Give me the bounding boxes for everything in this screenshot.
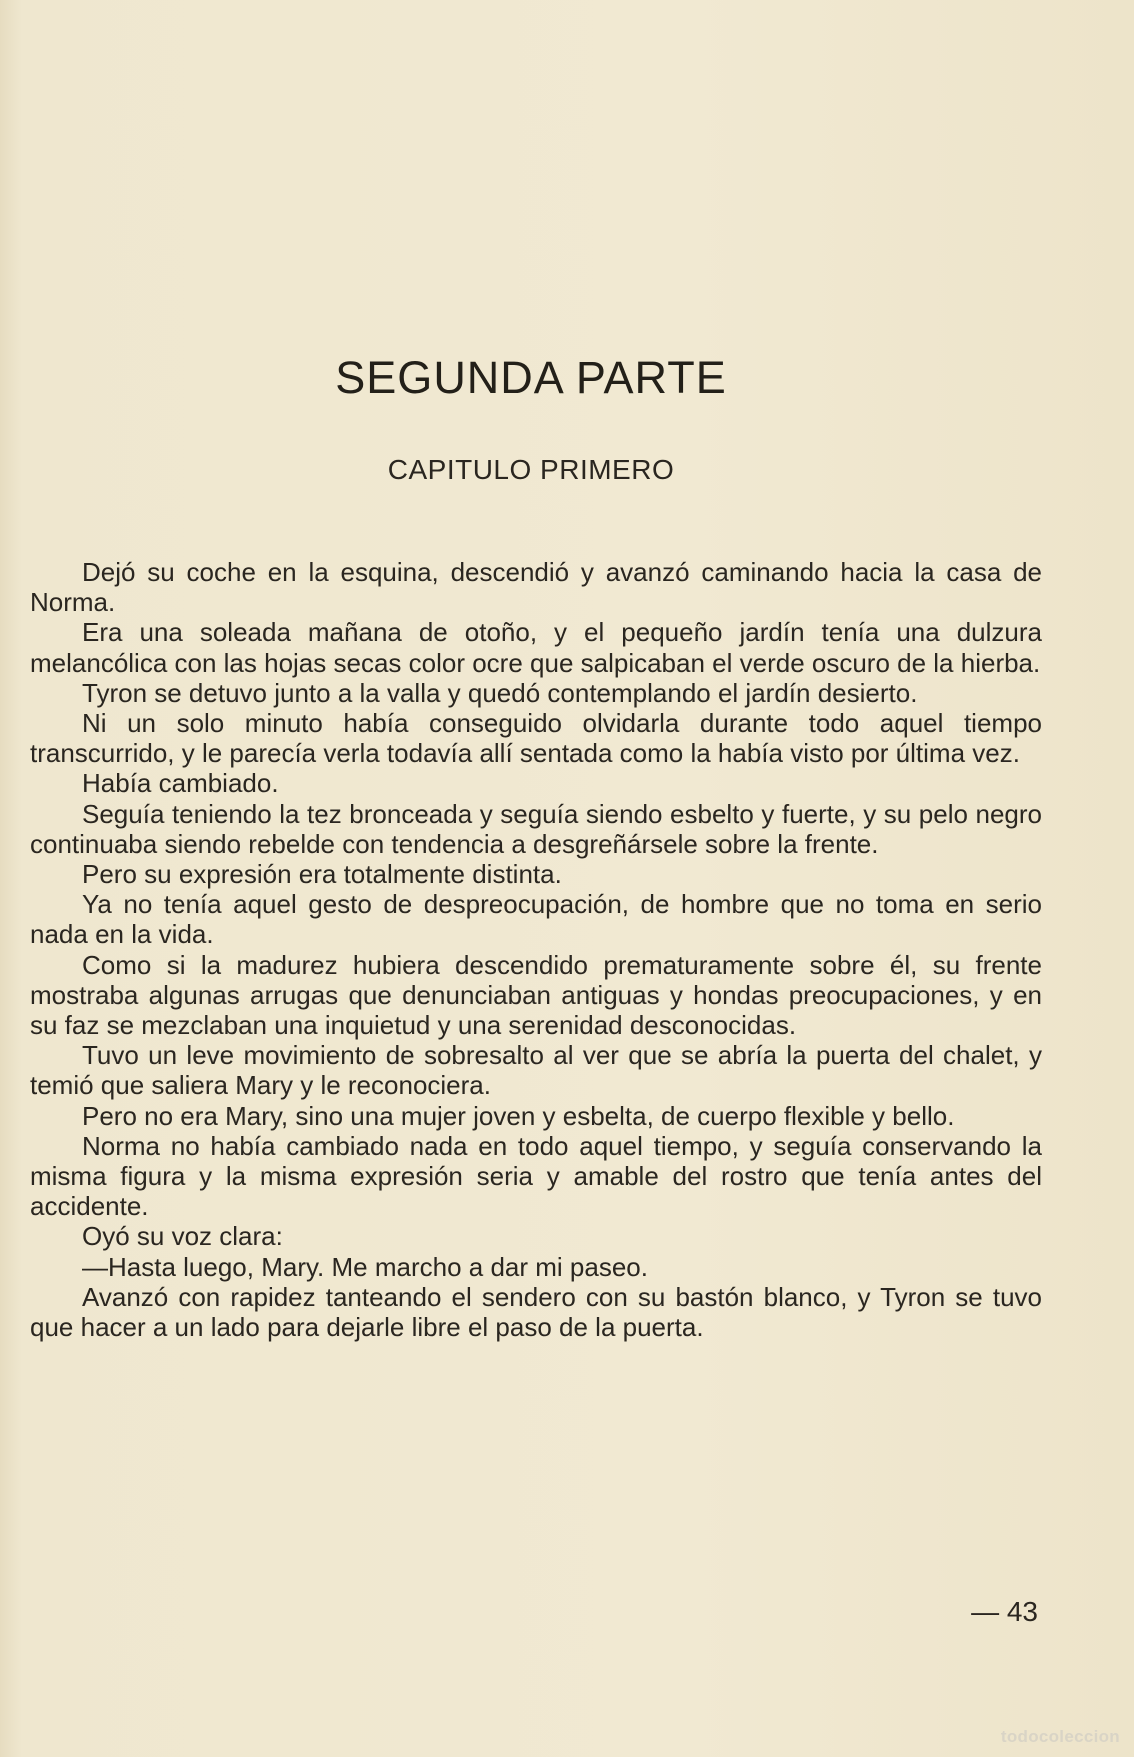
paragraph: Oyó su voz clara: <box>82 1221 283 1252</box>
paragraph: Había cambiado. <box>82 768 279 799</box>
paragraph: Pero su expresión era totalmente distinta. <box>82 859 562 890</box>
paragraph: Tyron se detuvo junto a la valla y quedó contemplando el jardín desierto. <box>82 677 918 708</box>
chapter-title: CAPITULO PRIMERO <box>387 454 675 485</box>
paragraph: Ya no tenía aquel gesto de despreocupación, de hombre que no toma en serio nada en la vida. <box>30 889 1042 950</box>
paragraph: —Hasta luego, Mary. Me marcho a dar mi paseo. <box>82 1251 648 1282</box>
paragraph: Seguía teniendo la tez bronceada y seguía siendo esbelto y fuerte, y su pelo negro continuaba siendo rebelde con tendencia a desgreñársele sobre la frente. <box>30 798 1042 859</box>
paragraph: Tuvo un leve movimiento de sobresalto al ver que se abría la puerta del chalet, y temió que saliera Mary y le reconociera. <box>30 1040 1042 1101</box>
watermark: todocoleccion <box>1000 1727 1120 1746</box>
paragraph: Era una soleada mañana de otoño, y el pequeño jardín tenía una dulzura melancólica con las hojas secas color ocre que salpicaban el verde oscuro de la hierba. <box>30 617 1042 678</box>
body-text <box>30 557 1042 1342</box>
paragraph: Avanzó con rapidez tanteando el sendero con su bastón blanco, y Tyron se tuvo que hacer a un lado para dejarle libre el paso de la puerta. <box>30 1281 1042 1343</box>
paragraph: Dejó su coche en la esquina, descendió y avanzó caminando hacia la casa de Norma. <box>30 557 1042 618</box>
paragraph: Ni un solo minuto había conseguido olvidarla durante todo aquel tiempo transcurrido, y le parecía verla todavía allí sentada como la había visto por última vez. <box>30 708 1042 769</box>
paragraph: Norma no había cambiado nada en todo aquel tiempo, y seguía conservando la misma figura y la misma expresión seria y amable del rostro que tenía antes del accidente. <box>30 1130 1042 1222</box>
paragraph: Pero no era Mary, sino una mujer joven y esbelta, de cuerpo flexible y bello. <box>82 1100 955 1131</box>
part-title: SEGUNDA PARTE <box>335 352 727 403</box>
page-number: — 43 <box>971 1596 1038 1627</box>
paragraph: Como si la madurez hubiera descendido prematuramente sobre él, su frente mostraba algunas arrugas que denunciaban antiguas y hondas preocupaciones, y en su faz se mezclaban una inquietud y una serenidad desconocidas. <box>30 949 1042 1041</box>
